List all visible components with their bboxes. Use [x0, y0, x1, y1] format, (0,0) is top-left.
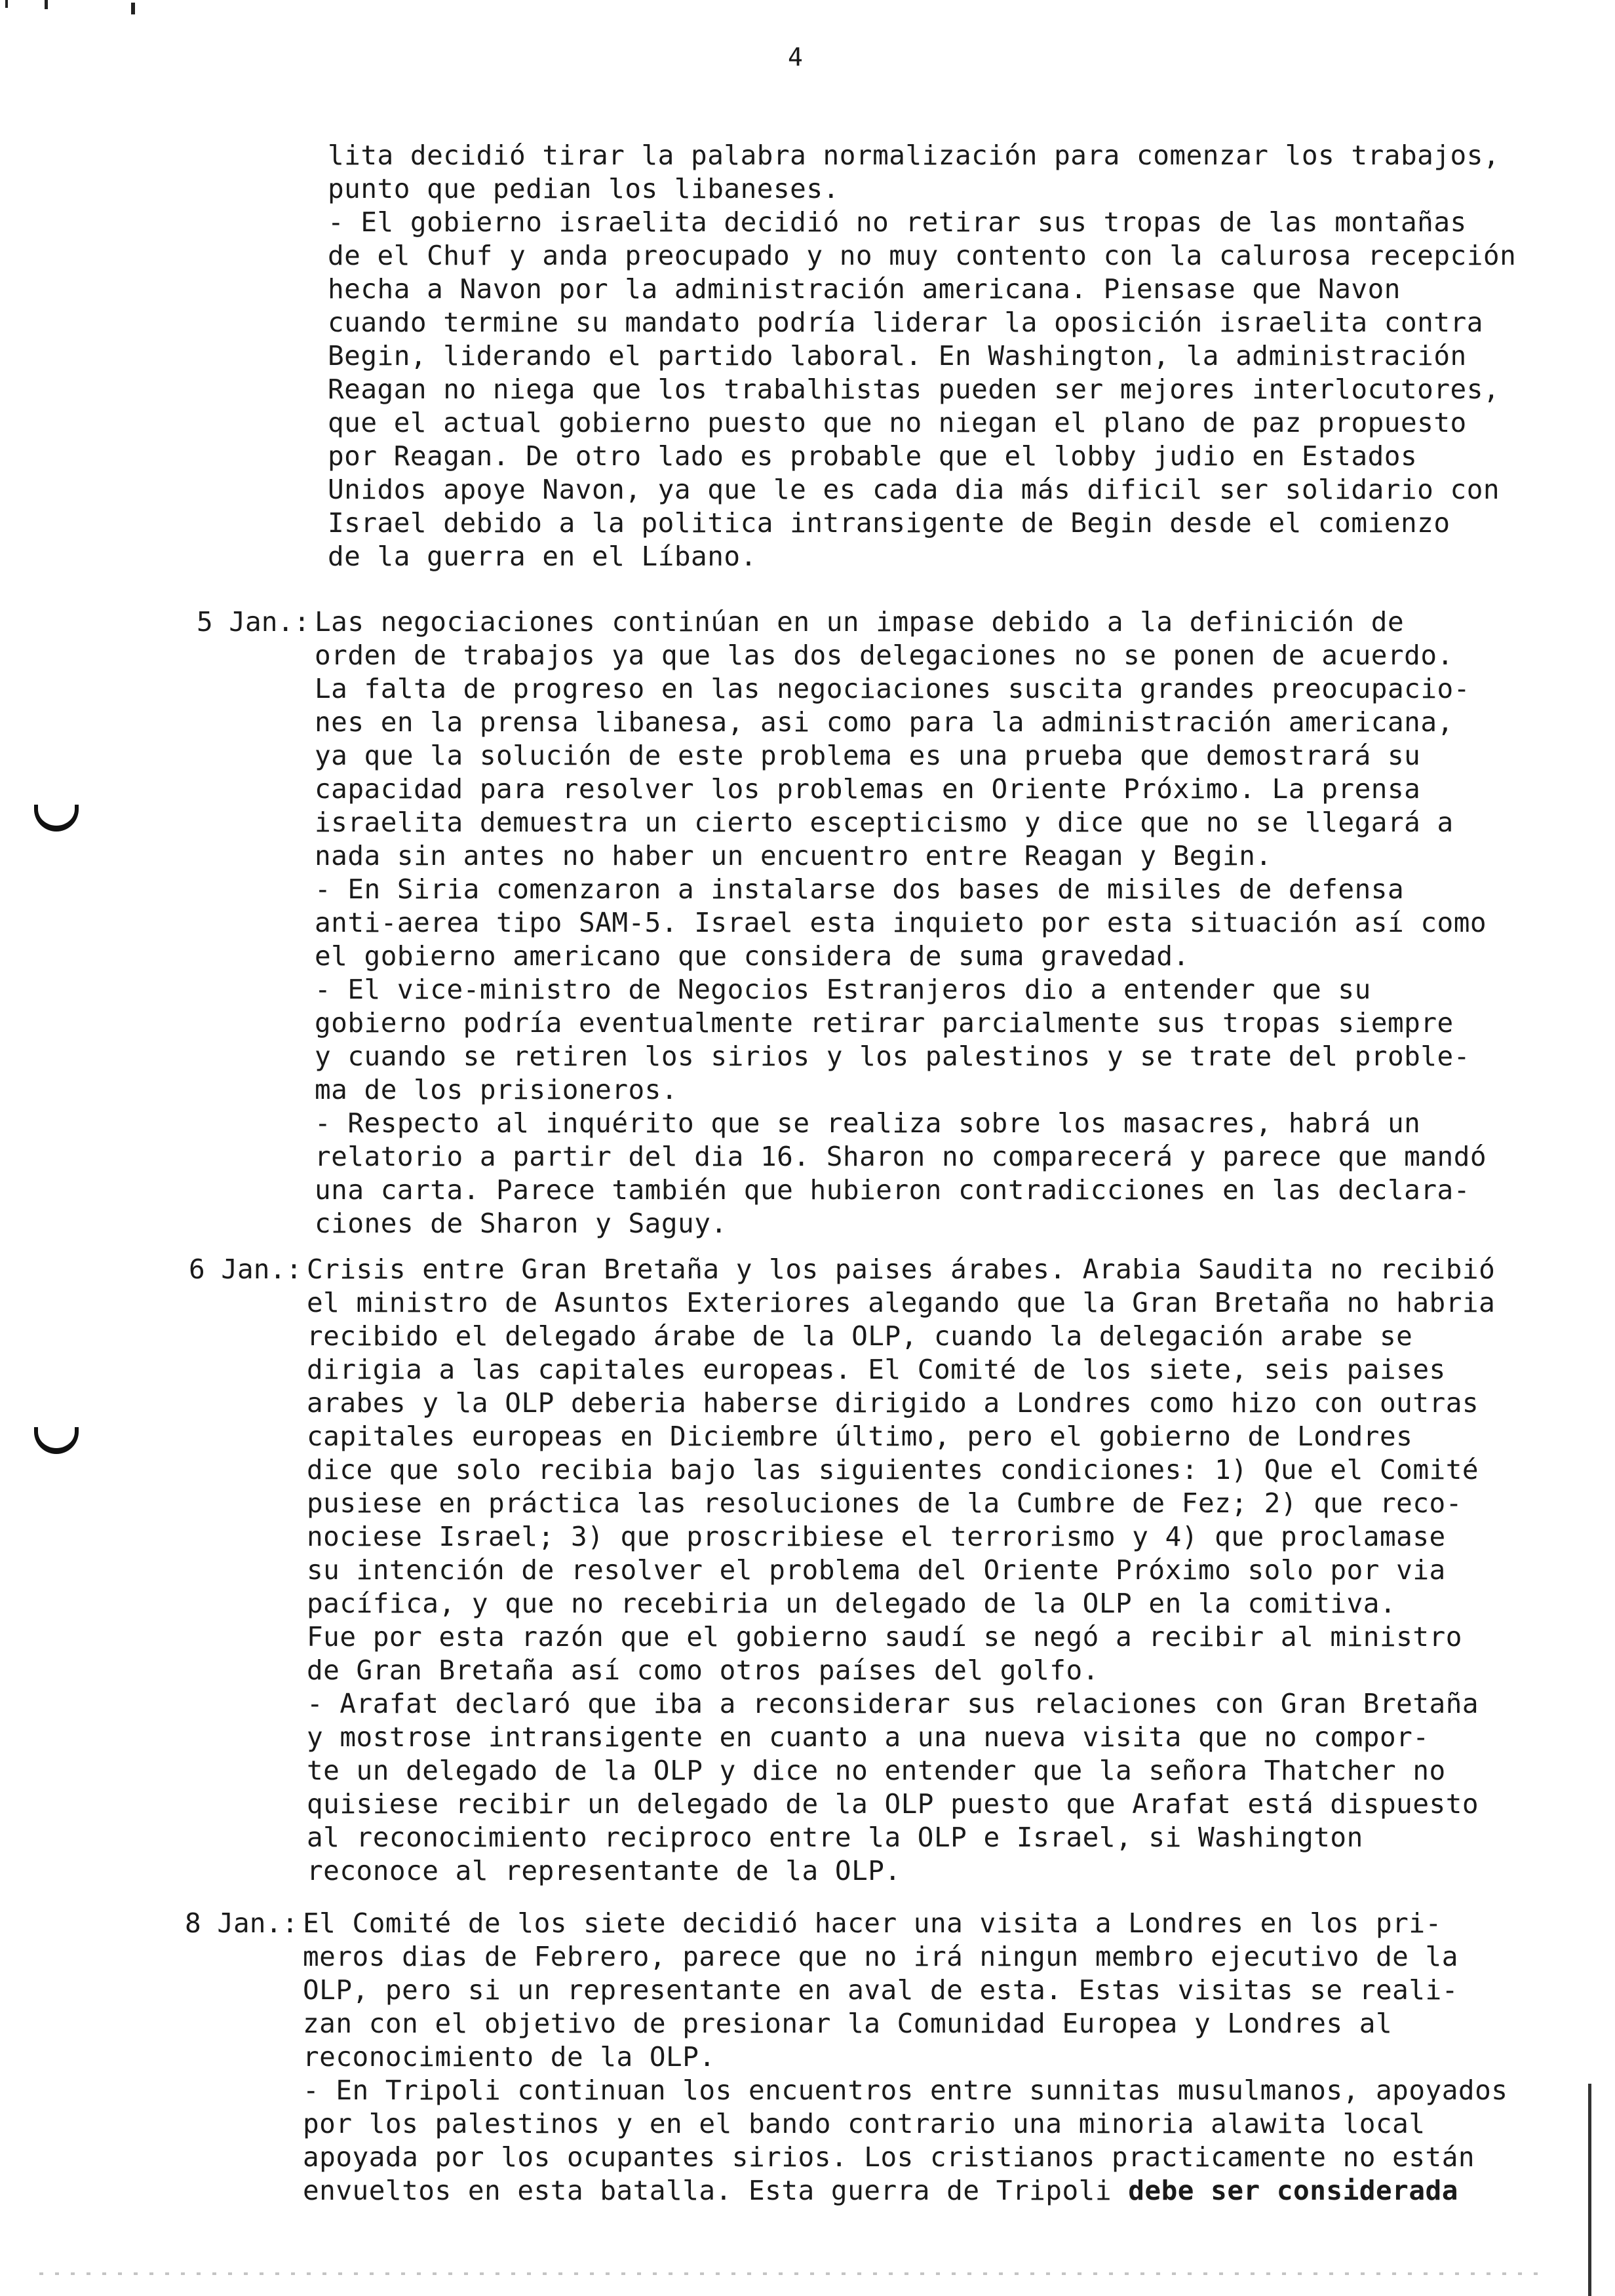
- text-line: ya que la solución de este problema es una prueba que demostrará su: [315, 740, 1421, 771]
- text-line: por los palestinos y en el bando contrario una minoria alawita local: [303, 2108, 1426, 2139]
- text-line: capacidad para resolver los problemas en Oriente Próximo. La prensa: [315, 773, 1421, 805]
- text-line: al reconocimiento reciproco entre la OLP e Israel, si Washington: [307, 1822, 1363, 1853]
- text-line: relatorio a partir del dia 16. Sharon no comparecerá y parece que mandó: [315, 1141, 1487, 1172]
- text-line: el gobierno americano que considera de suma gravedad.: [315, 940, 1190, 972]
- text-line: pacífica, y que no recebiria un delegado de la OLP en la comitiva.: [307, 1588, 1397, 1619]
- text-line: nociese Israel; 3) que proscribiese el terrorismo y 4) que proclamase: [307, 1521, 1446, 1552]
- text-line: te un delegado de la OLP y dice no entender que la señora Thatcher no: [307, 1755, 1446, 1786]
- entry-date: 5 Jan.:: [197, 606, 310, 638]
- text-line: OLP, pero si un representante en aval de esta. Estas visitas se reali-: [303, 1974, 1458, 2006]
- text-line: apoyada por los ocupantes sirios. Los cristianos practicamente no están: [303, 2141, 1475, 2173]
- entry-date: 6 Jan.:: [189, 1253, 302, 1285]
- text-line: y mostrose intransigente en cuanto a una nueva visita que no compor-: [307, 1721, 1430, 1753]
- text-line: Fue por esta razón que el gobierno saudí se negó a recibir al ministro: [307, 1621, 1462, 1653]
- text-line: de el Chuf y anda preocupado y no muy contento con la calurosa recepción: [328, 240, 1517, 271]
- entry-body: [315, 605, 1560, 1240]
- text-line: capitales europeas en Diciembre último, pero el gobierno de Londres: [307, 1421, 1413, 1452]
- text-line: El Comité de los siete decidió hacer una visita a Londres en los pri-: [303, 1907, 1442, 1939]
- text-line: Las negociaciones continúan en un impase debido a la definición de: [315, 606, 1405, 638]
- text-line: nada sin antes no haber un encuentro entre Reagan y Begin.: [315, 840, 1272, 871]
- text-line: dirigia a las capitales europeas. El Comité de los siete, seis paises: [307, 1354, 1446, 1385]
- text-line: de la guerra en el Líbano.: [328, 541, 757, 572]
- entry-date: 8 Jan.:: [185, 1907, 298, 1939]
- text-line: Israel debido a la politica intransigente de Begin desde el comienzo: [328, 507, 1450, 539]
- text-line: israelita demuestra un cierto escepticismo y dice que no se llegará a: [315, 807, 1454, 838]
- text-line: - Arafat declaró que iba a reconsiderar sus relaciones con Gran Bretaña: [307, 1688, 1479, 1719]
- text-line: envueltos en esta batalla. Esta guerra de Tripoli debe ser considerada: [303, 2175, 1458, 2206]
- text-line: - El vice-ministro de Negocios Estranjeros dio a entender que su: [315, 974, 1371, 1005]
- intro-paragraph: [328, 139, 1573, 573]
- text-line: La falta de progreso en las negociaciones suscita grandes preocupacio-: [315, 673, 1470, 704]
- scan-mark-top-left-3: [131, 3, 135, 14]
- binder-hole-mark-lower: [34, 1427, 79, 1454]
- text-line: ciones de Sharon y Saguy.: [315, 1208, 728, 1239]
- text-line: zan con el objetivo de presionar la Comunidad Europea y Londres al: [303, 2008, 1393, 2039]
- page-edge-line: [1588, 2084, 1591, 2296]
- text-line: - Respecto al inquérito que se realiza sobre los masacres, habrá un: [315, 1107, 1421, 1139]
- emphasized-text: debe ser considerada: [1128, 2175, 1458, 2206]
- text-line: cuando termine su mandato podría liderar la oposición israelita contra: [328, 307, 1483, 338]
- binder-hole-mark-upper: [34, 805, 79, 832]
- scan-mark-top-left-2: [45, 0, 48, 9]
- text-line: Unidos apoye Navon, ya que le es cada dia más dificil ser solidario con: [328, 474, 1500, 505]
- text-line: lita decidió tirar la palabra normalización para comenzar los trabajos,: [328, 140, 1500, 171]
- entry-body: [303, 1907, 1548, 2208]
- text-line: una carta. Parece también que hubieron contradicciones en las declara-: [315, 1174, 1470, 1206]
- text-line: reconocimiento de la OLP.: [303, 2041, 716, 2073]
- scan-noise-footer: [39, 2272, 1547, 2275]
- page-number: 4: [788, 43, 803, 71]
- text-line: reconoce al representante de la OLP.: [307, 1855, 901, 1886]
- text-line: pusiese en práctica las resoluciones de la Cumbre de Fez; 2) que reco-: [307, 1487, 1462, 1519]
- text-line: meros dias de Febrero, parece que no irá ningun membro ejecutivo de la: [303, 1941, 1458, 1972]
- text-line: ma de los prisioneros.: [315, 1074, 678, 1105]
- text-line: que el actual gobierno puesto que no niegan el plano de paz propuesto: [328, 407, 1467, 438]
- text-line: y cuando se retiren los sirios y los palestinos y se trate del proble-: [315, 1041, 1470, 1072]
- scan-mark-top-left-1: [5, 0, 8, 8]
- text-line: - En Tripoli continuan los encuentros entre sunnitas musulmanos, apoyados: [303, 2075, 1508, 2106]
- entry-body: [307, 1253, 1552, 1888]
- text-line: arabes y la OLP deberia haberse dirigido a Londres como hizo con outras: [307, 1387, 1479, 1419]
- text-line: hecha a Navon por la administración americana. Piensase que Navon: [328, 273, 1401, 305]
- text-line: punto que pedian los libaneses.: [328, 173, 840, 204]
- text-line: nes en la prensa libanesa, asi como para la administración americana,: [315, 706, 1454, 738]
- text-line: el ministro de Asuntos Exteriores alegando que la Gran Bretaña no habria: [307, 1287, 1496, 1318]
- text-line: orden de trabajos ya que las dos delegaciones no se ponen de acuerdo.: [315, 640, 1454, 671]
- text-line: dice que solo recibia bajo las siguientes condiciones: 1) Que el Comité: [307, 1454, 1479, 1485]
- text-line: gobierno podría eventualmente retirar parcialmente sus tropas siempre: [315, 1007, 1454, 1039]
- text-line: Crisis entre Gran Bretaña y los paises árabes. Arabia Saudita no recibió: [307, 1253, 1496, 1285]
- text-line: - En Siria comenzaron a instalarse dos bases de misiles de defensa: [315, 873, 1405, 905]
- text-line: recibido el delegado árabe de la OLP, cuando la delegación arabe se: [307, 1320, 1413, 1352]
- text-line: por Reagan. De otro lado es probable que el lobby judio en Estados: [328, 440, 1418, 472]
- text-line: su intención de resolver el problema del Oriente Próximo solo por via: [307, 1554, 1446, 1586]
- text-line: Begin, liderando el partido laboral. En Washington, la administración: [328, 340, 1467, 372]
- text-line: de Gran Bretaña así como otros países del golfo.: [307, 1655, 1099, 1686]
- text-line: Reagan no niega que los trabalhistas pueden ser mejores interlocutores,: [328, 373, 1500, 405]
- text-line: quisiese recibir un delegado de la OLP puesto que Arafat está dispuesto: [307, 1788, 1479, 1820]
- text-line: anti-aerea tipo SAM-5. Israel esta inquieto por esta situación así como: [315, 907, 1487, 938]
- text-line: - El gobierno israelita decidió no retirar sus tropas de las montañas: [328, 206, 1467, 238]
